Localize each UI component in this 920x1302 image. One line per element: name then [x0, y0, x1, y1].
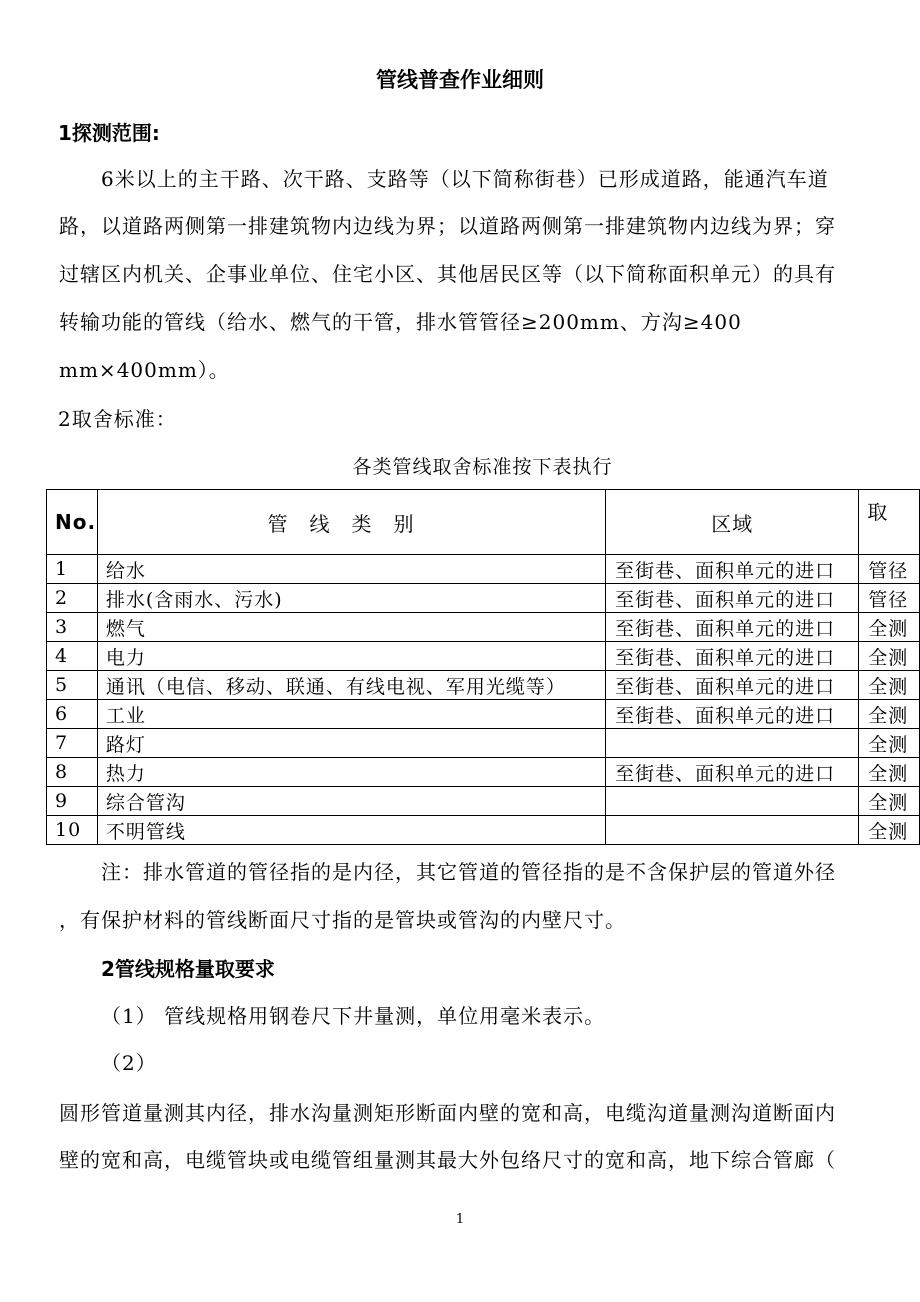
cell-area: 至街巷、面积单元的进口 [606, 758, 859, 787]
cell-take: 全测 [859, 642, 920, 671]
table-row [47, 555, 920, 584]
cell-area [606, 729, 859, 758]
cell-category: 热力 [97, 758, 605, 787]
scope-line-3: 过辖区内机关、企事业单位、住宅小区、其他居民区等（以下简称面积单元）的具有 [59, 262, 836, 286]
cell-area: 至街巷、面积单元的进口 [606, 613, 859, 642]
section-heading-spec: 2管线规格量取要求 [101, 957, 275, 981]
cell-area: 至街巷、面积单元的进口 [606, 642, 859, 671]
table-row [47, 787, 920, 816]
cell-category: 燃气 [97, 613, 605, 642]
cell-area: 至街巷、面积单元的进口 [606, 555, 859, 584]
cell-take: 全测 [859, 758, 920, 787]
page-number: 1 [455, 1212, 465, 1227]
cell-no: 4 [47, 642, 98, 671]
cell-no: 1 [47, 555, 98, 584]
cell-no: 5 [47, 671, 98, 700]
cell-category: 综合管沟 [97, 787, 605, 816]
cell-area: 至街巷、面积单元的进口 [606, 700, 859, 729]
table-row [47, 816, 920, 845]
scope-line-1: 6米以上的主干路、次干路、支路等（以下简称街巷）已形成道路，能通汽车道 [101, 167, 829, 191]
cell-category: 排水(含雨水、污水) [97, 584, 605, 613]
cell-take: 全测 [859, 729, 920, 758]
cell-take: 全测 [859, 613, 920, 642]
cell-no: 7 [47, 729, 98, 758]
cell-area: 至街巷、面积单元的进口 [606, 584, 859, 613]
cell-category: 通讯（电信、移动、联通、有线电视、军用光缆等） [97, 671, 605, 700]
section-heading-criteria: 2取舍标准： [58, 407, 177, 431]
spec-line-1: 圆形管道量测其内径，排水沟量测矩形断面内壁的宽和高，电缆沟道量测沟道断面内 [59, 1101, 836, 1125]
table-row [47, 729, 920, 758]
header-category: 管线类别 [97, 490, 605, 555]
table-row [47, 700, 920, 729]
scope-line-5: mm×400mm）。 [59, 358, 230, 382]
table-row [47, 642, 920, 671]
cell-no: 9 [47, 787, 98, 816]
cell-take: 全测 [859, 700, 920, 729]
cell-take: 全测 [859, 671, 920, 700]
spec-item-2: （2） [101, 1051, 157, 1075]
cell-category: 电力 [97, 642, 605, 671]
table-header-row [47, 490, 920, 555]
cell-area: 至街巷、面积单元的进口 [606, 671, 859, 700]
note-line-2: ，有保护材料的管线断面尺寸指的是管块或管沟的内壁尺寸。 [59, 908, 626, 932]
cell-no: 3 [47, 613, 98, 642]
table-row [47, 758, 920, 787]
cell-no: 8 [47, 758, 98, 787]
section-heading-scope: 1探测范围: [58, 121, 160, 145]
cell-area [606, 816, 859, 845]
table-row [47, 584, 920, 613]
cell-take: 管径 [859, 584, 920, 613]
cell-category: 不明管线 [97, 816, 605, 845]
spec-item-1: （1） 管线规格用钢卷尺下井量测，单位用毫米表示。 [101, 1004, 606, 1028]
header-no: No. [47, 490, 98, 555]
note-line-1: 注：排水管道的管径指的是内径，其它管道的管径指的是不含保护层的管道外径 [101, 860, 836, 884]
cell-no: 6 [47, 700, 98, 729]
cell-take: 管径 [859, 555, 920, 584]
cell-category: 工业 [97, 700, 605, 729]
cell-category: 路灯 [97, 729, 605, 758]
cell-category: 给水 [97, 555, 605, 584]
table-row [47, 671, 920, 700]
scope-line-4: 转输功能的管线（给水、燃气的干管，排水管管径≥200mm、方沟≥400 [59, 310, 742, 334]
document-title: 管线普查作业细则 [376, 68, 544, 92]
cell-area [606, 787, 859, 816]
cell-take: 全测 [859, 816, 920, 845]
table-row [47, 613, 920, 642]
header-take: 取 [859, 490, 920, 555]
cell-no: 2 [47, 584, 98, 613]
pipeline-criteria-table [46, 489, 920, 845]
cell-take: 全测 [859, 787, 920, 816]
scope-line-2: 路，以道路两侧第一排建筑物内边线为界；以道路两侧第一排建筑物内边线为界；穿 [59, 214, 836, 238]
table-caption: 各类管线取舍标准按下表执行 [352, 456, 613, 478]
cell-no: 10 [47, 816, 98, 845]
header-area: 区域 [606, 490, 859, 555]
spec-line-2: 壁的宽和高，电缆管块或电缆管组量测其最大外包络尺寸的宽和高，地下综合管廊（ [59, 1148, 836, 1172]
